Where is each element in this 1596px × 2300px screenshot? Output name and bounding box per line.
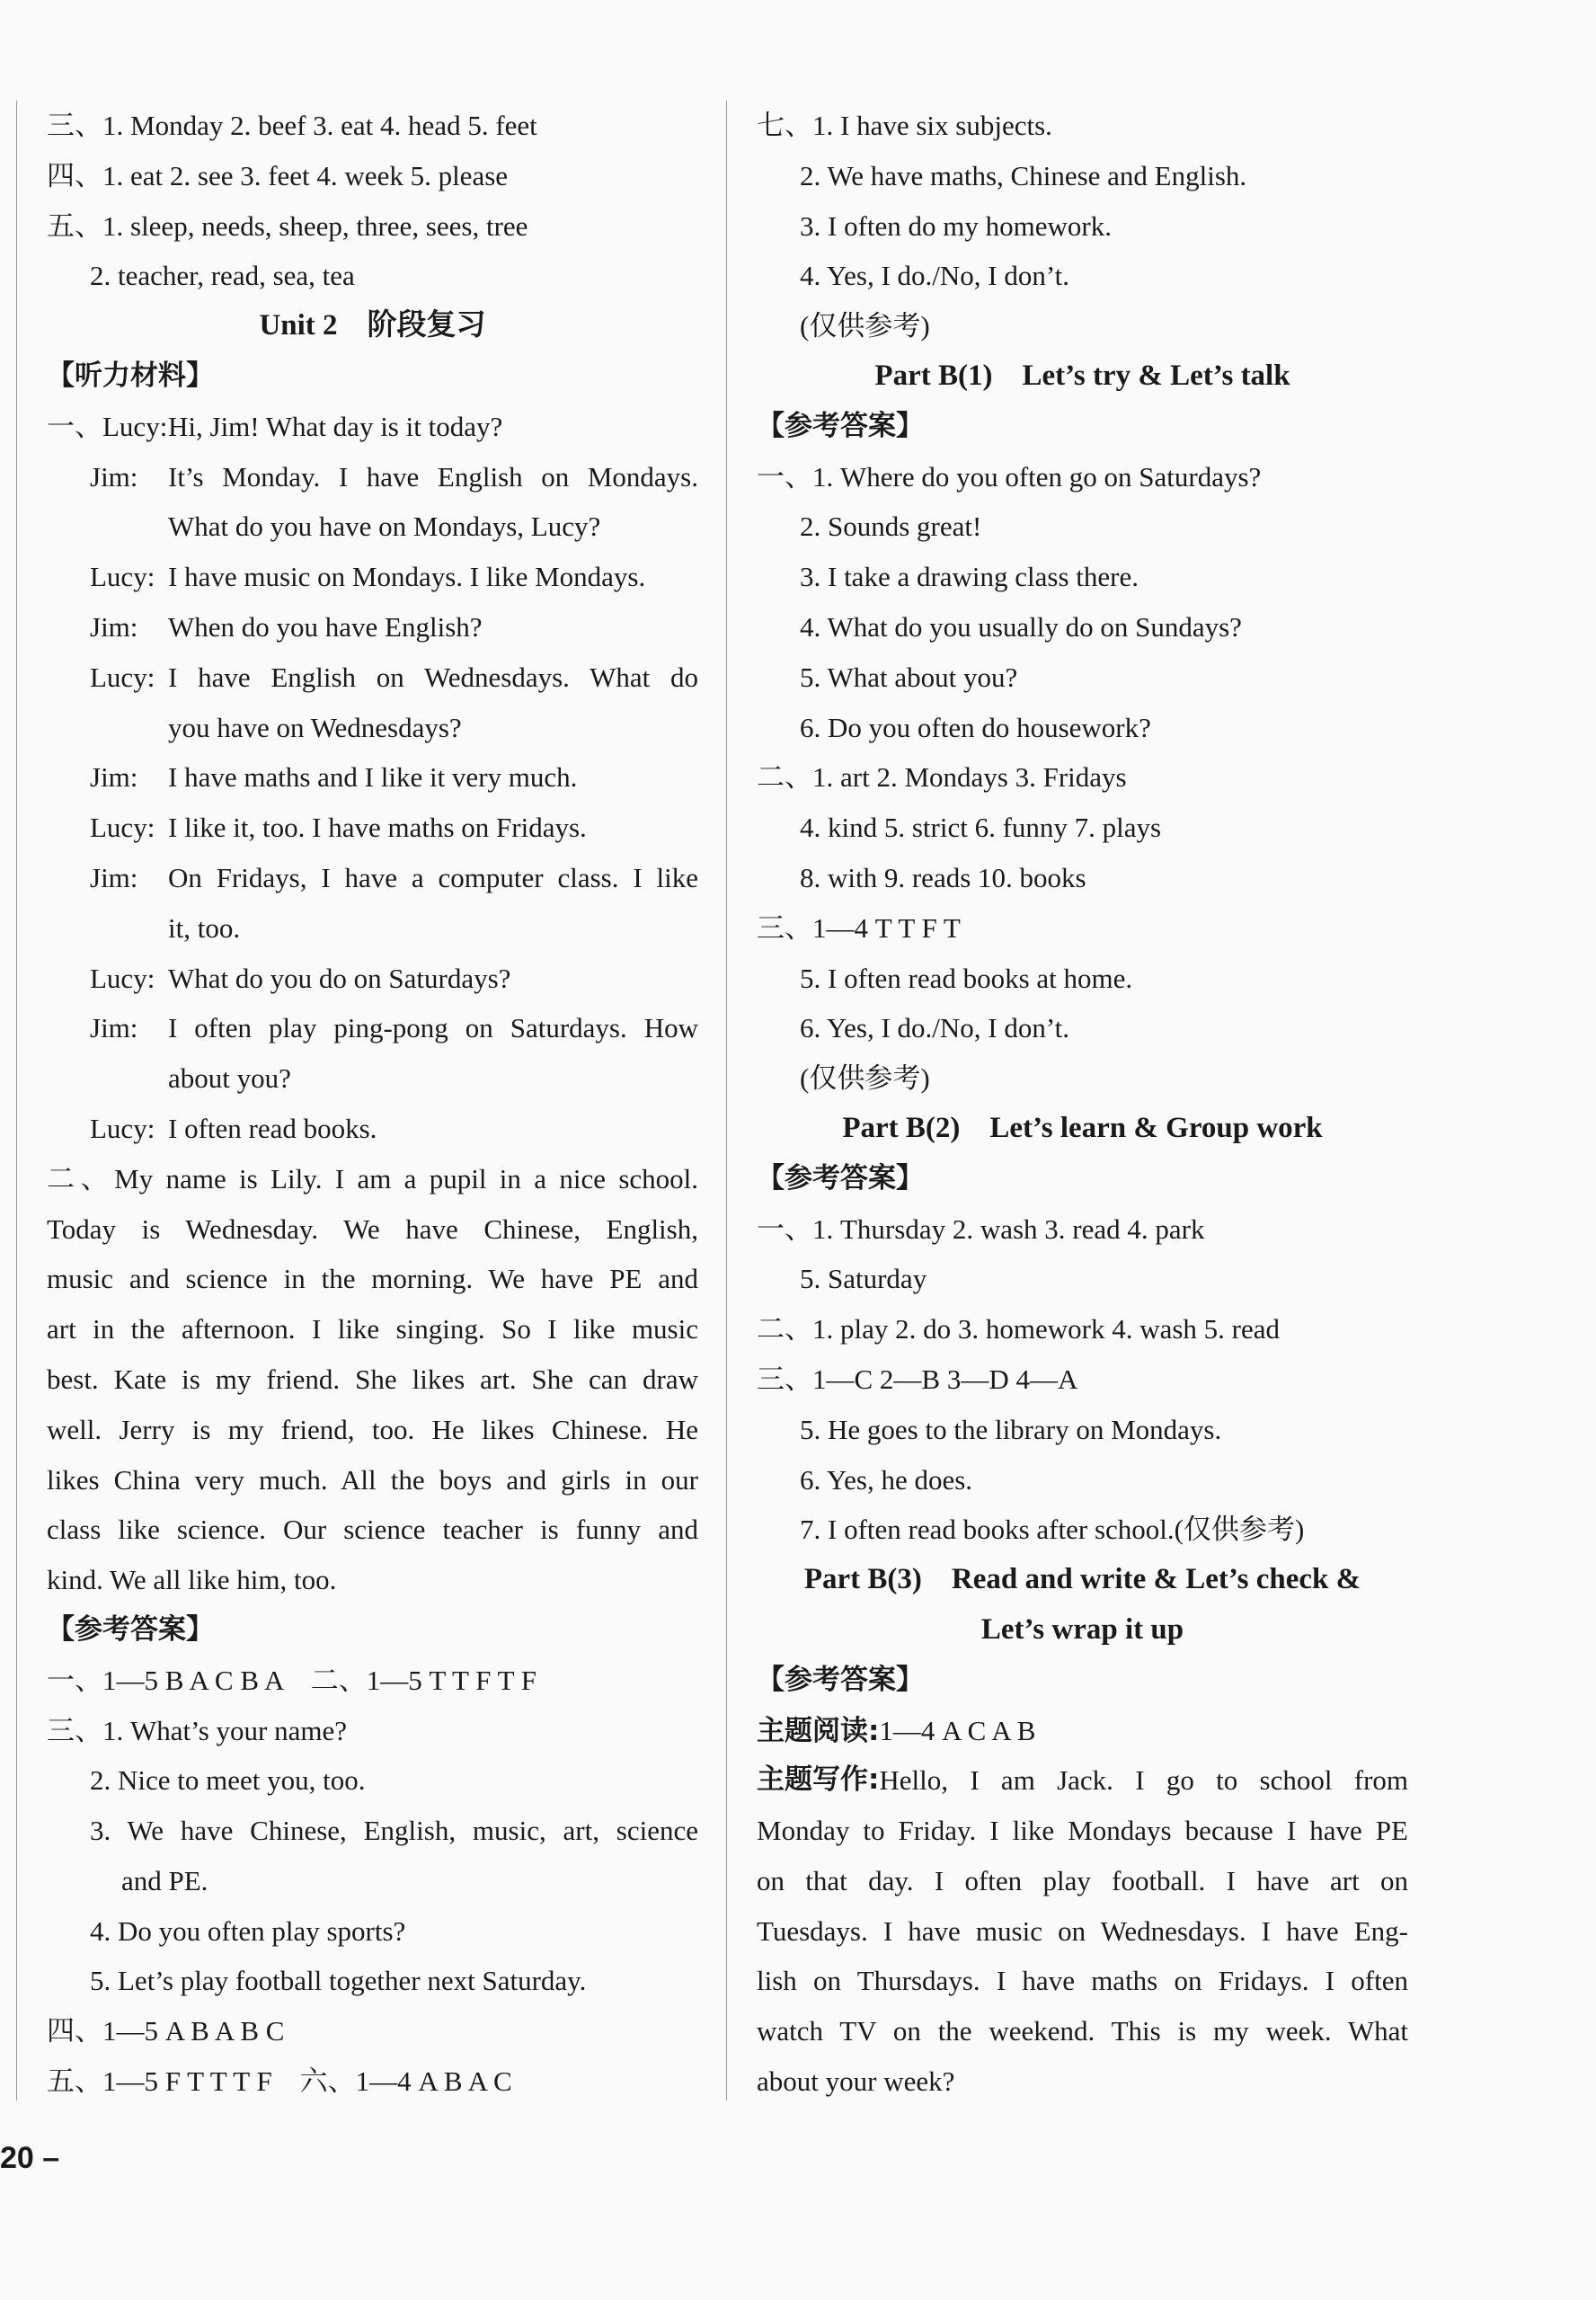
writing-line: Tuesdays. I have music on Wednesdays. I have Eng- (757, 1914, 1408, 1947)
passage-line: class like science. Our science teacher is funny and (47, 1514, 698, 1546)
answer-line: 三、1—C 2—B 3—D 4—A (757, 1363, 1078, 1395)
dialogue-line: Jim: It’s Monday. I have English on Mondays. (47, 452, 698, 502)
passage-line: kind. We all like him, too. (47, 1564, 337, 1596)
dialogue-line: What do you have on Mondays, Lucy? (168, 511, 601, 543)
answer-line: 5. He goes to the library on Mondays. (800, 1413, 1222, 1445)
answer-line: and PE. (121, 1864, 208, 1896)
answer-line: 3. I take a drawing class there. (800, 561, 1139, 593)
writing-label: 主题写作: (757, 1763, 880, 1797)
answer-line: 七、1. I have six subjects. (757, 110, 1052, 141)
reference-note: (仅供参考) (800, 310, 930, 342)
reading-label: 主题阅读: (757, 1714, 880, 1747)
section-title-part-b2: Part B(2) Let’s learn & Group work (842, 1111, 1323, 1144)
left-column (47, 101, 698, 2107)
passage-line: likes China very much. All the boys and girls in our (47, 1463, 698, 1496)
answer-line: 6. Yes, I do./No, I don’t. (800, 1012, 1069, 1044)
answer-line: 二、1. play 2. do 3. homework 4. wash 5. read (757, 1313, 1281, 1345)
speaker: Jim: (90, 1012, 138, 1044)
section-title-part-b3: Part B(3) Read and write & Let’s check & (803, 1563, 1361, 1596)
answers-label: 【参考答案】 (47, 1612, 214, 1646)
section-title-unit2: Unit 2 阶段复习 (259, 309, 486, 342)
speaker: Lucy: (90, 1112, 155, 1144)
answer-line: 三、1—4 T T F T (757, 911, 961, 944)
reference-note: (仅供参考) (800, 1062, 930, 1095)
section-title-part-b3-cont: Let’s wrap it up (980, 1612, 1184, 1646)
dialogue-line: about you? (168, 1062, 291, 1095)
answer-line: 5. Saturday (800, 1263, 927, 1295)
dialogue-line: 一、Lucy: Hi, Jim! What day is it today? (47, 402, 698, 452)
passage-line: well. Jerry is my friend, too. He likes Chinese. He (47, 1413, 698, 1445)
answer-line: 4. What do you usually do on Sundays? (800, 610, 1242, 643)
dialogue-line: it, too. (168, 911, 241, 944)
answer-line: 4. Yes, I do./No, I don’t. (800, 260, 1069, 292)
reading-answer-line: 主题阅读:1—4 A C A B (757, 1714, 1036, 1747)
speaker: Lucy: (90, 812, 155, 844)
answer-line: 三、1. What’s your name? (47, 1714, 348, 1746)
answer-line: 2. Sounds great! (800, 511, 982, 543)
left-margin-rule (16, 101, 17, 2100)
answers-label: 【参考答案】 (757, 1161, 924, 1194)
speaker: Lucy: (90, 962, 155, 994)
answer-line: 6. Yes, he does. (800, 1463, 973, 1496)
speaker: 一、Lucy: (47, 410, 168, 442)
dialogue-line: Lucy: I have English on Wednesdays. What do (47, 653, 698, 703)
dialogue-line: Lucy: What do you do on Saturdays? (47, 954, 698, 1004)
listening-label: 【听力材料】 (47, 359, 214, 392)
answer-line: 5. I often read books at home. (800, 962, 1133, 994)
passage-line: best. Kate is my friend. She likes art. She can draw (47, 1363, 698, 1395)
writing-line: on that day. I often play football. I have art on (757, 1864, 1408, 1896)
answer-line: 二、1. art 2. Mondays 3. Fridays (757, 761, 1127, 794)
dialogue-line: Lucy: I like it, too. I have maths on Fridays. (47, 803, 698, 853)
dialogue-line: Jim: I often play ping-pong on Saturdays. How (47, 1003, 698, 1053)
speaker: Jim: (90, 610, 138, 643)
answers-label: 【参考答案】 (757, 409, 924, 442)
writing-line: about your week? (757, 2065, 955, 2098)
passage-line: Today is Wednesday. We have Chinese, English, (47, 1212, 698, 1245)
speaker: Jim: (90, 761, 138, 794)
answer-line: 一、1—5 B A C B A 二、1—5 T T F T F (47, 1664, 536, 1696)
column-divider (726, 101, 727, 2100)
dialogue-line: Jim: On Fridays, I have a computer class. I like (47, 853, 698, 903)
answer-line: 2. We have maths, Chinese and English. (800, 159, 1247, 191)
passage-line: music and science in the morning. We have PE and (47, 1263, 698, 1295)
dialogue-line: Jim: I have maths and I like it very much. (47, 752, 698, 803)
speaker: Lucy: (90, 561, 155, 593)
right-column (757, 101, 1408, 2107)
answer-line: 5. What about you? (800, 661, 1018, 693)
dialogue-line: Lucy: I often read books. (47, 1104, 698, 1154)
answer-line: 5. Let’s play football together next Saturday. (90, 1965, 587, 1997)
answer-line: 6. Do you often do housework? (800, 711, 1151, 743)
answer-line: 四、1. eat 2. see 3. feet 4. week 5. please (47, 159, 509, 191)
writing-line: watch TV on the weekend. This is my week. What (757, 2015, 1408, 2047)
answer-line: 五、1—5 F T T T F 六、1—4 A B A C (47, 2065, 512, 2098)
answer-line: 4. kind 5. strict 6. funny 7. plays (800, 812, 1162, 844)
answer-line: 一、1. Thursday 2. wash 3. read 4. park (757, 1212, 1205, 1245)
speaker: Jim: (90, 861, 138, 893)
answer-line: 3. We have Chinese, English, music, art, science (90, 1815, 698, 1847)
answer-line: 4. Do you often play sports? (90, 1914, 406, 1947)
writing-line: lish on Thursdays. I have maths on Fridays. I often (757, 1965, 1408, 1997)
dialogue-line: Jim: When do you have English? (47, 602, 698, 653)
passage-line: art in the afternoon. I like singing. So I like music (47, 1313, 698, 1345)
answer-line: 8. with 9. reads 10. books (800, 861, 1086, 893)
writing-line: Monday to Friday. I like Mondays because I have PE (757, 1815, 1408, 1847)
dialogue-line: Lucy: I have music on Mondays. I like Mondays. (47, 552, 698, 602)
answer-line: 7. I often read books after school.(仅供参考) (800, 1514, 1305, 1546)
section-title-part-b1: Part B(1) Let’s try & Let’s talk (874, 359, 1290, 392)
dialogue-line: you have on Wednesdays? (168, 711, 462, 743)
answer-line: 一、1. Where do you often go on Saturdays? (757, 460, 1262, 493)
answer-line: 2. teacher, read, sea, tea (90, 260, 355, 292)
passage-line: 二、My name is Lily. I am a pupil in a nice school. (47, 1162, 698, 1194)
page-number: 20 – (0, 2141, 60, 2175)
answer-line: 3. I often do my homework. (800, 209, 1112, 242)
answer-line: 四、1—5 A B A B C (47, 2015, 285, 2047)
speaker: Lucy: (90, 661, 155, 693)
writing-line: 主题写作: Hello, I am Jack. I go to school from (757, 1755, 1408, 1806)
answer-line: 2. Nice to meet you, too. (90, 1764, 366, 1797)
answer-line: 三、1. Monday 2. beef 3. eat 4. head 5. feet (47, 110, 537, 141)
answer-line: 五、1. sleep, needs, sheep, three, sees, tree (47, 209, 528, 242)
speaker: Jim: (90, 460, 138, 493)
answers-label: 【参考答案】 (757, 1663, 924, 1696)
